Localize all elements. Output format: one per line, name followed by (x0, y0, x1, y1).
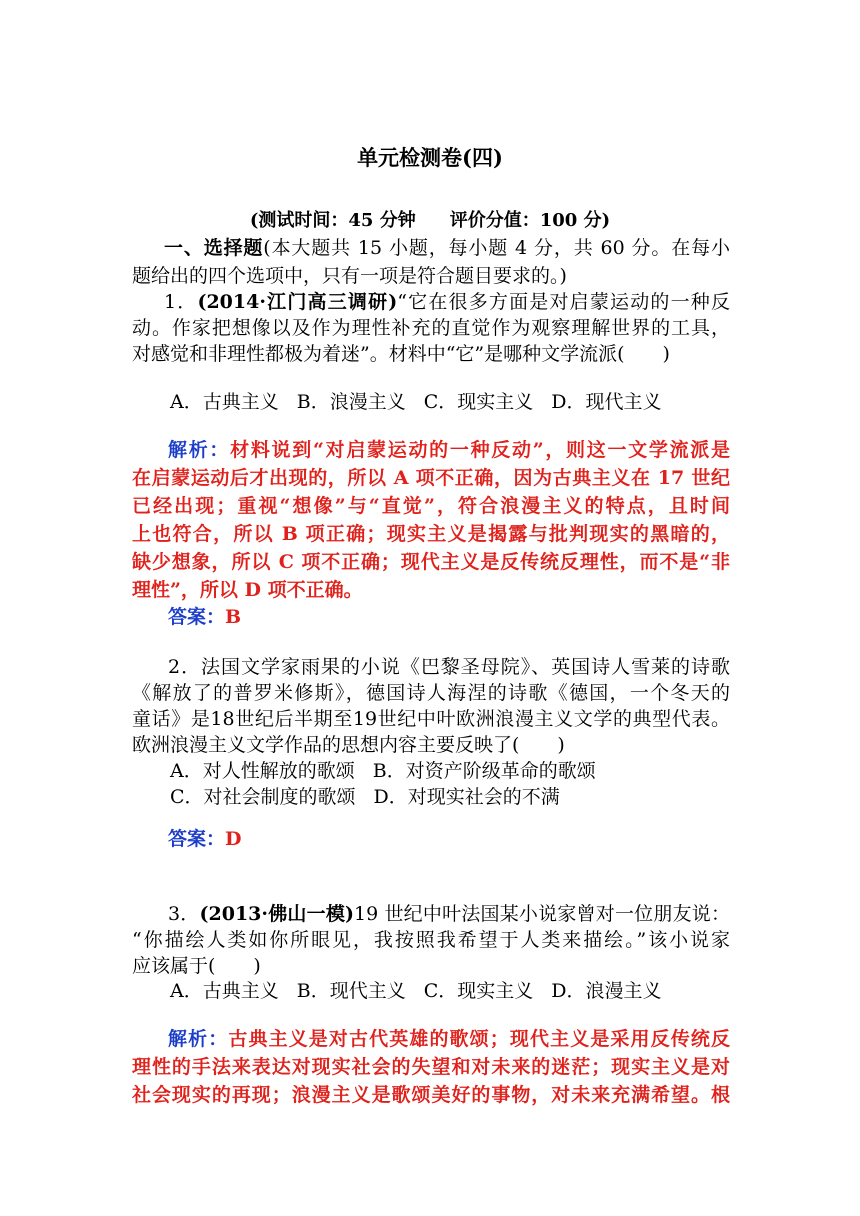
option-a: A．古典主义 (170, 980, 279, 1002)
exam-meta (0, 209, 860, 233)
test-time: (测试时间：45 分钟 (249, 210, 416, 231)
answer-label: 答案： (168, 828, 226, 850)
section-intro-line-2: 题给出的四个选项中，只有一项是符合题目要求的。) (132, 265, 567, 287)
question-3-analysis-line-3: 社会现实的再现；浪漫主义是歌颂美好的事物，对未来充满希望。根 (132, 1084, 730, 1106)
option-c: C．现实主义 (423, 391, 534, 413)
question-3-analysis-line-2: 理性的手法来表达对现实社会的失望和对未来的迷茫；现实主义是对 (132, 1056, 730, 1078)
question-1-analysis-line-5: 缺少想象，所以 C 项不正确；现代主义是反传统反理性，而不是“非 (132, 551, 730, 573)
question-2-options-row-2 (170, 785, 768, 809)
option-b: B．现代主义 (296, 980, 406, 1002)
question-1-line-1: 1．(2014·江门高三调研)“它在很多方面是对启蒙运动的一种反 (164, 291, 730, 313)
total-score: 评价分值：100 分) (449, 210, 611, 231)
page-title: 单元检测卷(四) (357, 145, 503, 170)
question-2-answer (168, 827, 766, 851)
question-3-line-1: 3．(2013·佛山一模)19 世纪中叶法国某小说家曾对一位朋友说： (168, 903, 731, 925)
question-2-line-1: 2．法国文学家雨果的小说《巴黎圣母院》、英国诗人雪莱的诗歌 (168, 656, 730, 678)
question-3-source: (2013·佛山一模) (199, 903, 355, 925)
question-1-answer (168, 605, 766, 629)
option-a: A．古典主义 (170, 391, 279, 413)
answer-value: B (225, 606, 242, 628)
question-1-options (170, 390, 768, 414)
analysis-label: 解析： (168, 439, 231, 461)
question-2-line-3: 童话》是18世纪后半期至19世纪中叶欧洲浪漫主义文学的典型代表。 (132, 708, 730, 730)
option-a: A．对人性解放的歌颂 (170, 760, 355, 782)
section-intro-line-1: 一、选择题(本大题共 15 小题，每小题 4 分，共 60 分。在每小 (164, 237, 730, 259)
question-1-analysis-line-1: 解析：材料说到“对启蒙运动的一种反动”，则这一文学流派是 (168, 439, 730, 461)
question-3-analysis-line-1: 解析：古典主义是对古代英雄的歌颂；现代主义是采用反传统反 (168, 1028, 730, 1050)
question-2-line-2: 《解放了的普罗米修斯》，德国诗人海涅的诗歌《德国，一个冬天的 (132, 682, 730, 704)
analysis-label: 解析： (168, 1028, 229, 1050)
option-d: D．对现实社会的不满 (373, 786, 560, 808)
option-b: B．浪漫主义 (296, 391, 406, 413)
option-d: D．现代主义 (551, 391, 662, 413)
option-c: C．对社会制度的歌颂 (170, 786, 356, 808)
question-1-line-2: 动。作家把想像以及作为理性补充的直觉作为观察理解世界的工具， (132, 317, 730, 339)
option-b: B．对资产阶级革命的歌颂 (372, 760, 596, 782)
question-1-analysis-line-3: 已经出现；重视“想像”与“直觉”，符合浪漫主义的特点，且时间 (132, 495, 730, 517)
question-3-line-2: “你描绘人类如你所眼见，我按照我希望于人类来描绘。”该小说家 (132, 929, 730, 951)
question-1-source: (2014·江门高三调研) (197, 291, 398, 313)
answer-value: D (225, 828, 242, 850)
question-3-line-3: 应该属于( ) (132, 955, 261, 977)
option-d: D．浪漫主义 (551, 980, 662, 1002)
question-1-analysis-line-6: 理性”，所以 D 项不正确。 (132, 579, 363, 601)
answer-label: 答案： (168, 606, 226, 628)
question-3-options (170, 979, 768, 1003)
question-1-analysis-line-2: 在启蒙运动后才出现的，所以 A 项不正确，因为古典主义在 17 世纪 (132, 467, 730, 489)
question-1-analysis-line-4: 上也符合，所以 B 项正确；现实主义是揭露与批判现实的黑暗的， (132, 523, 730, 545)
question-2-line-4: 欧洲浪漫主义文学作品的思想内容主要反映了( ) (132, 734, 565, 756)
section-heading: 一、选择题 (164, 237, 264, 259)
option-c: C．现实主义 (423, 980, 534, 1002)
question-1-line-3: 对感觉和非理性都极为着迷”。材料中“它”是哪种文学流派( ) (132, 343, 670, 365)
question-2-options-row-1 (170, 759, 768, 783)
